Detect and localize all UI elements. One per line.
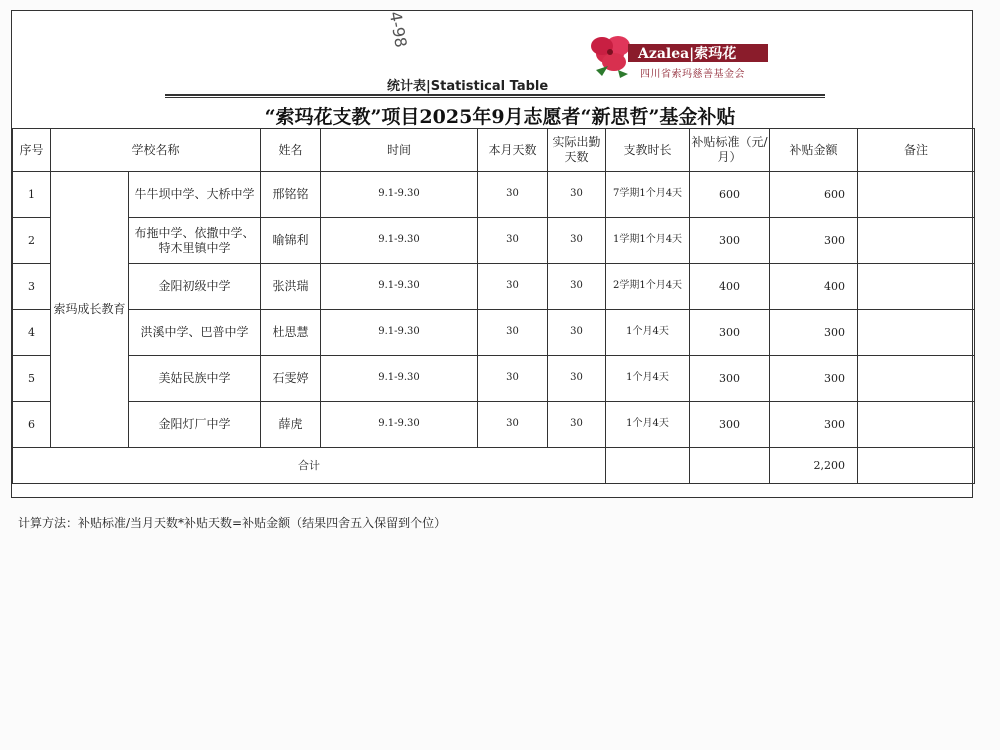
cell-amount: 600 (770, 172, 858, 218)
cell-amount: 300 (770, 218, 858, 264)
cell-period: 9.1-9.30 (321, 218, 478, 264)
cell-period: 9.1-9.30 (321, 264, 478, 310)
statistical-table-label: 统计表|Statistical Table (387, 79, 549, 94)
cell-standard: 300 (690, 310, 770, 356)
cell-actual-days: 30 (548, 402, 606, 448)
cell-index: 3 (13, 264, 51, 310)
cell-standard: 400 (690, 264, 770, 310)
azalea-logo (588, 30, 778, 82)
cell-month-days: 30 (478, 218, 548, 264)
cell-period: 9.1-9.30 (321, 172, 478, 218)
table-header-row (13, 129, 975, 172)
header-amount: 补贴金额 (770, 129, 858, 172)
cell-name: 张洪瑞 (261, 264, 321, 310)
cell-amount: 300 (770, 310, 858, 356)
cell-standard: 600 (690, 172, 770, 218)
cell-duration: 7学期1个月4天 (606, 172, 690, 218)
header-month-days: 本月天数 (478, 129, 548, 172)
cell-school: 美姑民族中学 (129, 356, 261, 402)
total-amount: 2,200 (770, 448, 858, 484)
cell-remarks (858, 310, 975, 356)
table-row (13, 218, 975, 264)
total-label: 合计 (13, 448, 606, 484)
cell-standard: 300 (690, 356, 770, 402)
cell-name: 邢铭铭 (261, 172, 321, 218)
cell-school: 金阳灯厂中学 (129, 402, 261, 448)
total-row (13, 448, 975, 484)
cell-standard: 300 (690, 218, 770, 264)
header-divider (165, 94, 825, 96)
cell-index: 5 (13, 356, 51, 402)
logo-brand-text: Azalea|索玛花 (628, 44, 768, 62)
cell-duration: 2学期1个月4天 (606, 264, 690, 310)
header-school: 学校名称 (51, 129, 261, 172)
cell-duration: 1个月4天 (606, 402, 690, 448)
table-row (13, 264, 975, 310)
cell-amount: 300 (770, 402, 858, 448)
cell-actual-days: 30 (548, 310, 606, 356)
cell-remarks (858, 218, 975, 264)
header-remarks: 备注 (858, 129, 975, 172)
cell-period: 9.1-9.30 (321, 402, 478, 448)
table-row (13, 310, 975, 356)
cell-month-days: 30 (478, 356, 548, 402)
total-empty-duration (606, 448, 690, 484)
cell-month-days: 30 (478, 310, 548, 356)
cell-index: 1 (13, 172, 51, 218)
header-divider-thin (165, 97, 825, 98)
cell-index: 6 (13, 402, 51, 448)
cell-amount: 400 (770, 264, 858, 310)
cell-duration: 1个月4天 (606, 310, 690, 356)
subsidy-table (12, 128, 975, 484)
cell-school: 牛牛坝中学、大桥中学 (129, 172, 261, 218)
cell-name: 薛虎 (261, 402, 321, 448)
cell-group: 索玛成长教育 (51, 172, 129, 448)
header-name: 姓名 (261, 129, 321, 172)
cell-remarks (858, 356, 975, 402)
cell-duration: 1个月4天 (606, 356, 690, 402)
cell-school: 布拖中学、依撒中学、特木里镇中学 (129, 218, 261, 264)
header-duration: 支教时长 (606, 129, 690, 172)
cell-period: 9.1-9.30 (321, 356, 478, 402)
cell-period: 9.1-9.30 (321, 310, 478, 356)
header-period: 时间 (321, 129, 478, 172)
table-row (13, 172, 975, 218)
cell-remarks (858, 264, 975, 310)
header-actual-days: 实际出勤天数 (548, 129, 606, 172)
cell-duration: 1学期1个月4天 (606, 218, 690, 264)
cell-school: 金阳初级中学 (129, 264, 261, 310)
cell-actual-days: 30 (548, 172, 606, 218)
total-empty-remarks (858, 448, 975, 484)
cell-name: 喻锦利 (261, 218, 321, 264)
cell-month-days: 30 (478, 172, 548, 218)
header-index: 序号 (13, 129, 51, 172)
table-row (13, 356, 975, 402)
handwritten-mark: 4-98 (385, 9, 411, 50)
cell-amount: 300 (770, 356, 858, 402)
cell-month-days: 30 (478, 402, 548, 448)
cell-index: 2 (13, 218, 51, 264)
cell-index: 4 (13, 310, 51, 356)
cell-actual-days: 30 (548, 264, 606, 310)
cell-remarks (858, 402, 975, 448)
total-empty-standard (690, 448, 770, 484)
cell-standard: 300 (690, 402, 770, 448)
cell-actual-days: 30 (548, 356, 606, 402)
calculation-note: 计算方法：补贴标准/当月天数*补贴天数=补贴金额（结果四舍五入保留到个位） (18, 516, 447, 530)
logo-subtitle: 四川省索玛慈善基金会 (640, 69, 745, 80)
cell-month-days: 30 (478, 264, 548, 310)
cell-actual-days: 30 (548, 218, 606, 264)
header-standard: 补贴标准（元/月） (690, 129, 770, 172)
cell-remarks (858, 172, 975, 218)
page-title: “索玛花支教”项目2025年9月志愿者“新思哲”基金补贴 (264, 106, 736, 128)
table-row (13, 402, 975, 448)
cell-school: 洪溪中学、巴普中学 (129, 310, 261, 356)
cell-name: 石雯婷 (261, 356, 321, 402)
cell-name: 杜思慧 (261, 310, 321, 356)
